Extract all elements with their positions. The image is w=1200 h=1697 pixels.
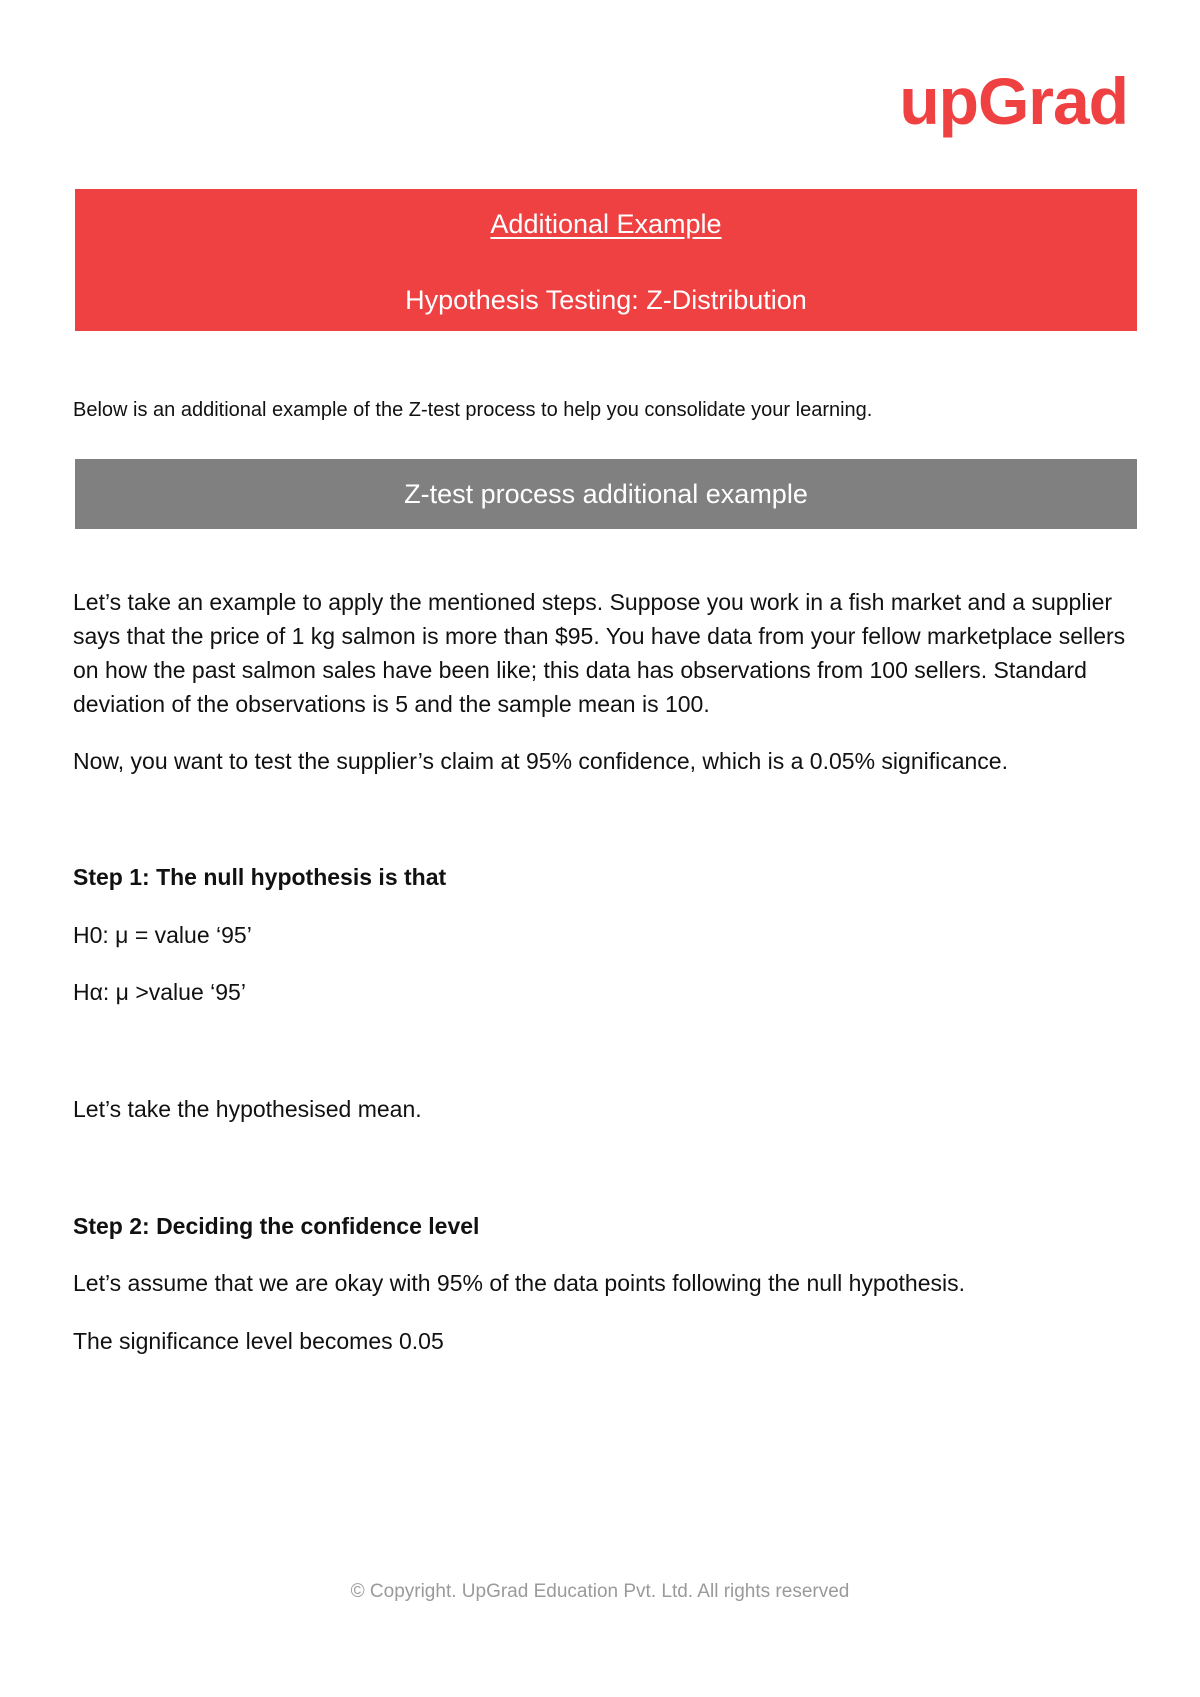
significance-level: The significance level becomes 0.05 <box>73 1328 444 1354</box>
step1-heading: Step 1: The null hypothesis is that <box>73 864 447 890</box>
section-banner: Z-test process additional example <box>75 459 1137 529</box>
confidence-assumption: Let’s assume that we are okay with 95% of the data points following the null hypothesis. <box>73 1270 965 1296</box>
example-paragraph: Let’s take an example to apply the mentioned steps. Suppose you work in a fish market and a supplier says that the price of 1 kg salmon is more than $95. You have data from your fellow marketplace sellers on how the past salmon sales have been like; this data has observations from 100 sellers. Standard deviation of the observations is 5 and the sample mean is 100. <box>73 589 1126 717</box>
intro-text: Below is an additional example of the Z-test process to help you consolidate your learning. <box>73 399 873 421</box>
hypothesised-mean-text: Let’s take the hypothesised mean. <box>73 1096 422 1122</box>
step2-heading: Step 2: Deciding the confidence level <box>73 1213 480 1239</box>
alternative-hypothesis: Hα: μ >value ‘95’ <box>73 979 246 1005</box>
banner-subtitle: Hypothesis Testing: Z-Distribution <box>405 285 807 315</box>
upgrad-logo: upGrad <box>899 64 1128 138</box>
claim-paragraph: Now, you want to test the supplier’s claim at 95% confidence, which is a 0.05% significance. <box>73 748 1008 774</box>
header-banner <box>75 189 1137 331</box>
null-hypothesis: H0: μ = value ‘95’ <box>73 922 252 948</box>
banner-title: Additional Example <box>490 209 722 239</box>
copyright-footer: © Copyright. UpGrad Education Pvt. Ltd. All rights reserved <box>350 1581 850 1602</box>
